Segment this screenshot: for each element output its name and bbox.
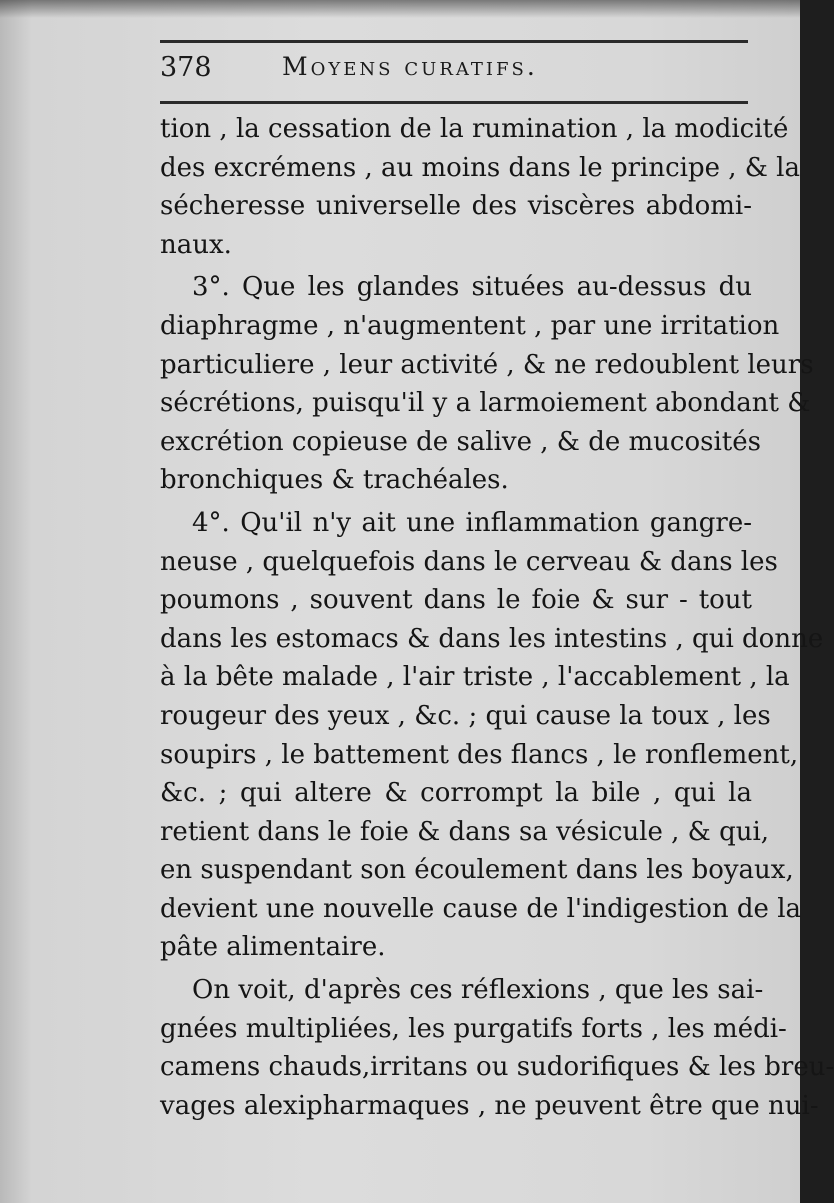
text-line: des excrémens , au moins dans le principe , & la [160, 152, 800, 183]
text-line: excrétion copieuse de salive , & de mucosités [160, 426, 761, 457]
text-line: diaphragme , n'augmentent , par une irritation [160, 310, 780, 341]
text-line: pâte alimentaire. [160, 932, 386, 963]
header-rule [160, 101, 748, 104]
text-line: vages alexipharmaques , ne peuvent être que nui- [160, 1090, 819, 1121]
text-line: en suspendant son écoulement dans les boyaux, [160, 855, 794, 886]
text-line: rougeur des yeux , &c. ; qui cause la toux , les [160, 700, 771, 731]
text-line: dans les estomacs & dans les intestins , qui donne [160, 623, 824, 654]
page-edge-shadow [0, 0, 800, 18]
text-line: soupirs , le battement des flancs , le ronflement, [160, 739, 799, 770]
running-title: Moyens curatifs. [282, 52, 538, 81]
text-line: neuse , quelquefois dans le cerveau & dans les [160, 546, 778, 577]
text-line: devient une nouvelle cause de l'indigestion de la [160, 893, 802, 924]
running-head [160, 50, 748, 94]
paragraph-5-start: On voit, d'après ces réflexions , que les sai- [192, 975, 764, 1006]
page-number: 378 [160, 52, 212, 83]
text-line: bronchiques & trachéales. [160, 465, 509, 496]
text-line: sécrétions, puisqu'il y a larmoiement abondant & [160, 388, 811, 419]
body-text [160, 110, 834, 1125]
paragraph-4-start: 4°. Qu'il n'y ait une inflammation gangre- [192, 507, 752, 538]
text-line: camens chauds,irritans ou sudorifiques & les breu- [160, 1052, 834, 1083]
text-line: gnées multipliées, les purgatifs forts , les médi- [160, 1013, 787, 1044]
text-line: poumons , souvent dans le foie & sur - tout [160, 585, 752, 616]
text-line: &c. ; qui altere & corrompt la bile , qui la [160, 778, 752, 809]
text-line: sécheresse universelle des viscères abdomi- [160, 191, 752, 222]
text-line: particuliere , leur activité , & ne redoublent leurs [160, 349, 814, 380]
text-line: retient dans le foie & dans sa vésicule , & qui, [160, 816, 770, 847]
text-line: tion , la cessation de la rumination , la modicité [160, 114, 789, 144]
top-rule [160, 40, 748, 43]
text-line: à la bête malade , l'air triste , l'accablement , la [160, 662, 790, 693]
paragraph-3-start: 3°. Que les glandes situées au-dessus du [192, 272, 752, 303]
text-line: naux. [160, 229, 232, 260]
